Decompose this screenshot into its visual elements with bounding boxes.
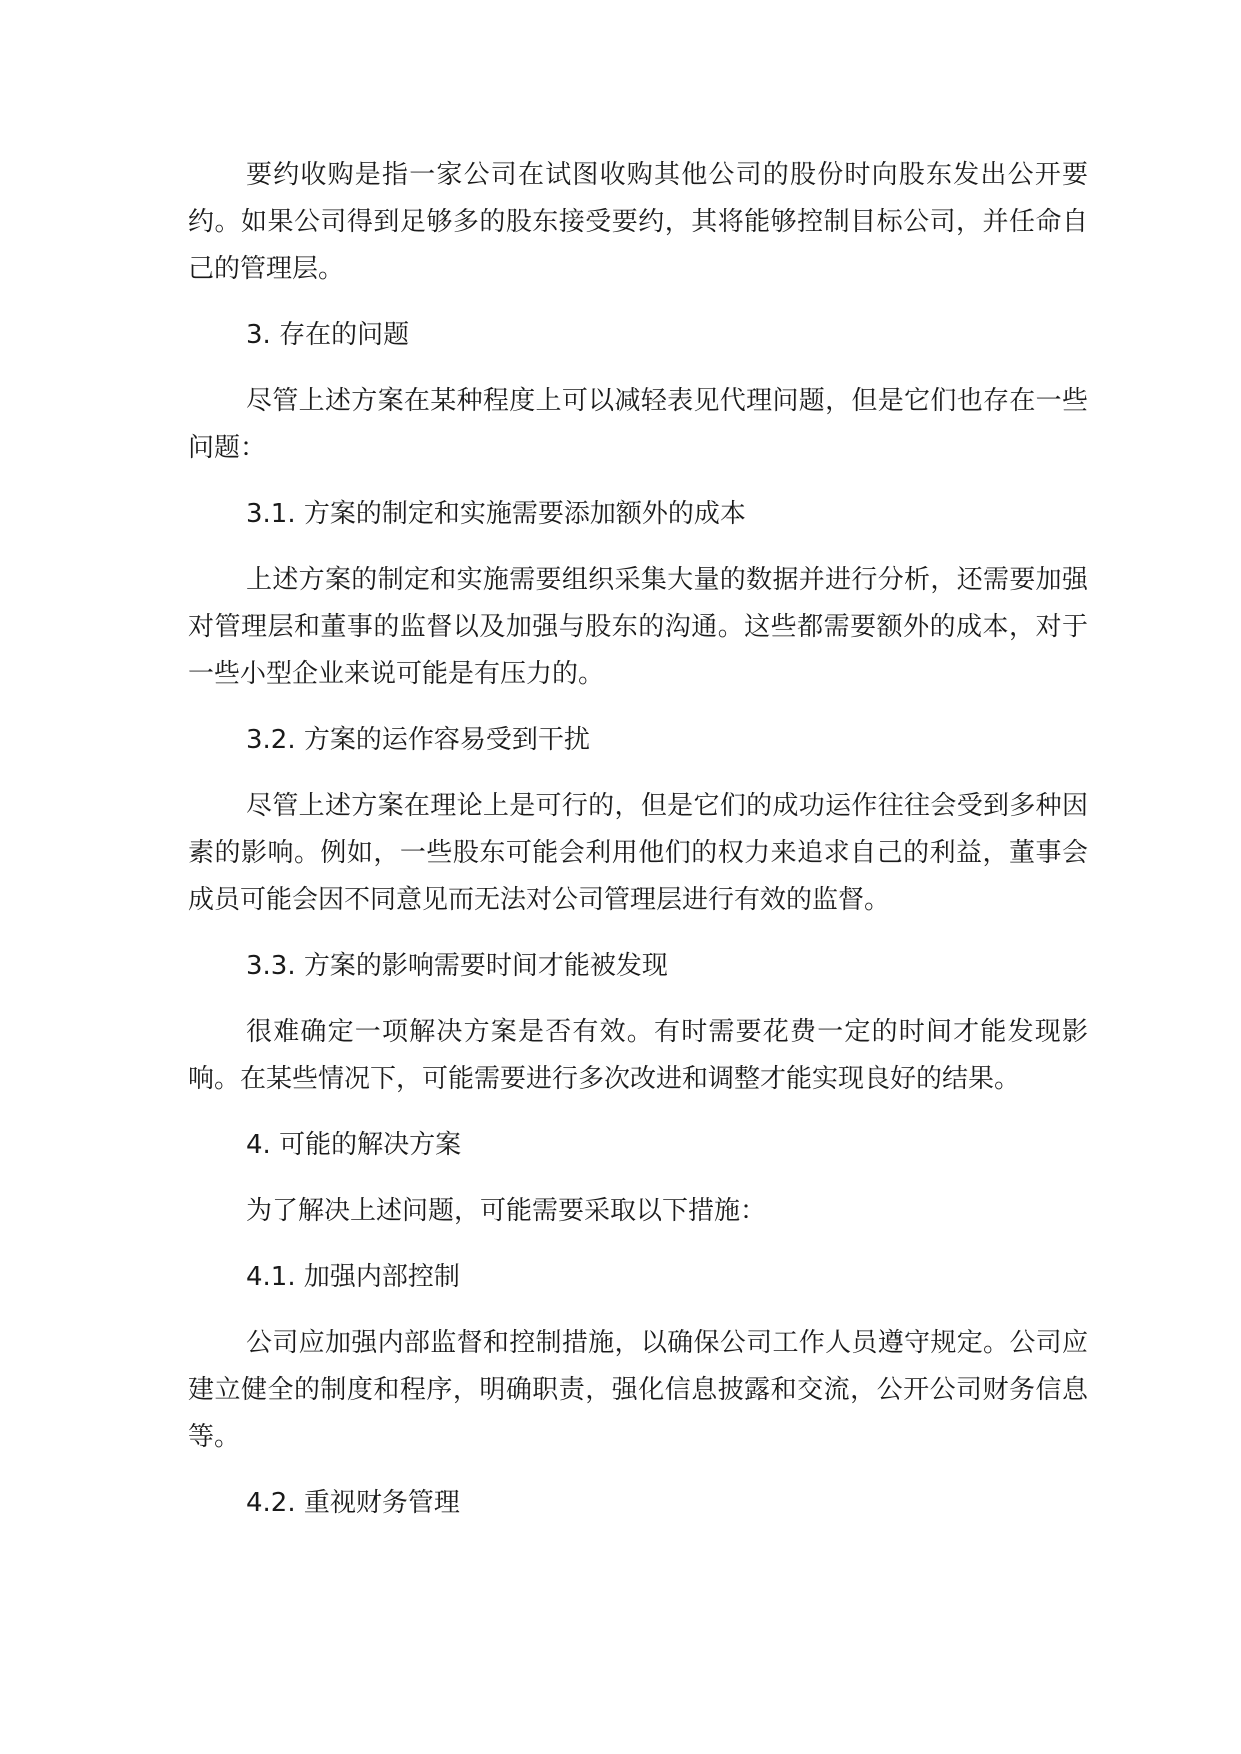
section-heading-4: 4. 可能的解决方案 — [246, 1130, 462, 1160]
section-heading-3: 3. 存在的问题 — [246, 320, 410, 350]
paragraph-tender-offer: 要约收购是指一家公司在试图收购其他公司的股份时向股东发出公开要约。如果公司得到足够多的股东接受要约，其将能够控制目标公司，并任命自己的管理层。 — [188, 160, 1088, 284]
section-heading-3-1: 3.1. 方案的制定和实施需要添加额外的成本 — [246, 499, 746, 529]
paragraph-interference: 尽管上述方案在理论上是可行的，但是它们的成功运作往往会受到多种因素的影响。例如，一些股东可能会利用他们的权力来追求自己的利益，董事会成员可能会因不同意见而无法对公司管理层进行有效的监督。 — [188, 791, 1088, 915]
paragraph-measures-intro: 为了解决上述问题，可能需要采取以下措施： — [246, 1196, 767, 1226]
paragraph-time-to-discover: 很难确定一项解决方案是否有效。有时需要花费一定的时间才能发现影响。在某些情况下，可能需要进行多次改进和调整才能实现良好的结果。 — [188, 1017, 1088, 1094]
section-heading-4-2: 4.2. 重视财务管理 — [246, 1488, 460, 1518]
paragraph-internal-control: 公司应加强内部监督和控制措施，以确保公司工作人员遵守规定。公司应建立健全的制度和程序，明确职责，强化信息披露和交流，公开公司财务信息等。 — [188, 1328, 1088, 1452]
section-heading-3-3: 3.3. 方案的影响需要时间才能被发现 — [246, 951, 668, 981]
paragraph-problems-intro: 尽管上述方案在某种程度上可以减轻表见代理问题，但是它们也存在一些问题： — [188, 386, 1088, 463]
section-heading-3-2: 3.2. 方案的运作容易受到干扰 — [246, 725, 590, 755]
paragraph-extra-cost: 上述方案的制定和实施需要组织采集大量的数据并进行分析，还需要加强对管理层和董事的监督以及加强与股东的沟通。这些都需要额外的成本，对于一些小型企业来说可能是有压力的。 — [188, 565, 1088, 689]
section-heading-4-1: 4.1. 加强内部控制 — [246, 1262, 460, 1292]
document-body — [188, 152, 1088, 1546]
